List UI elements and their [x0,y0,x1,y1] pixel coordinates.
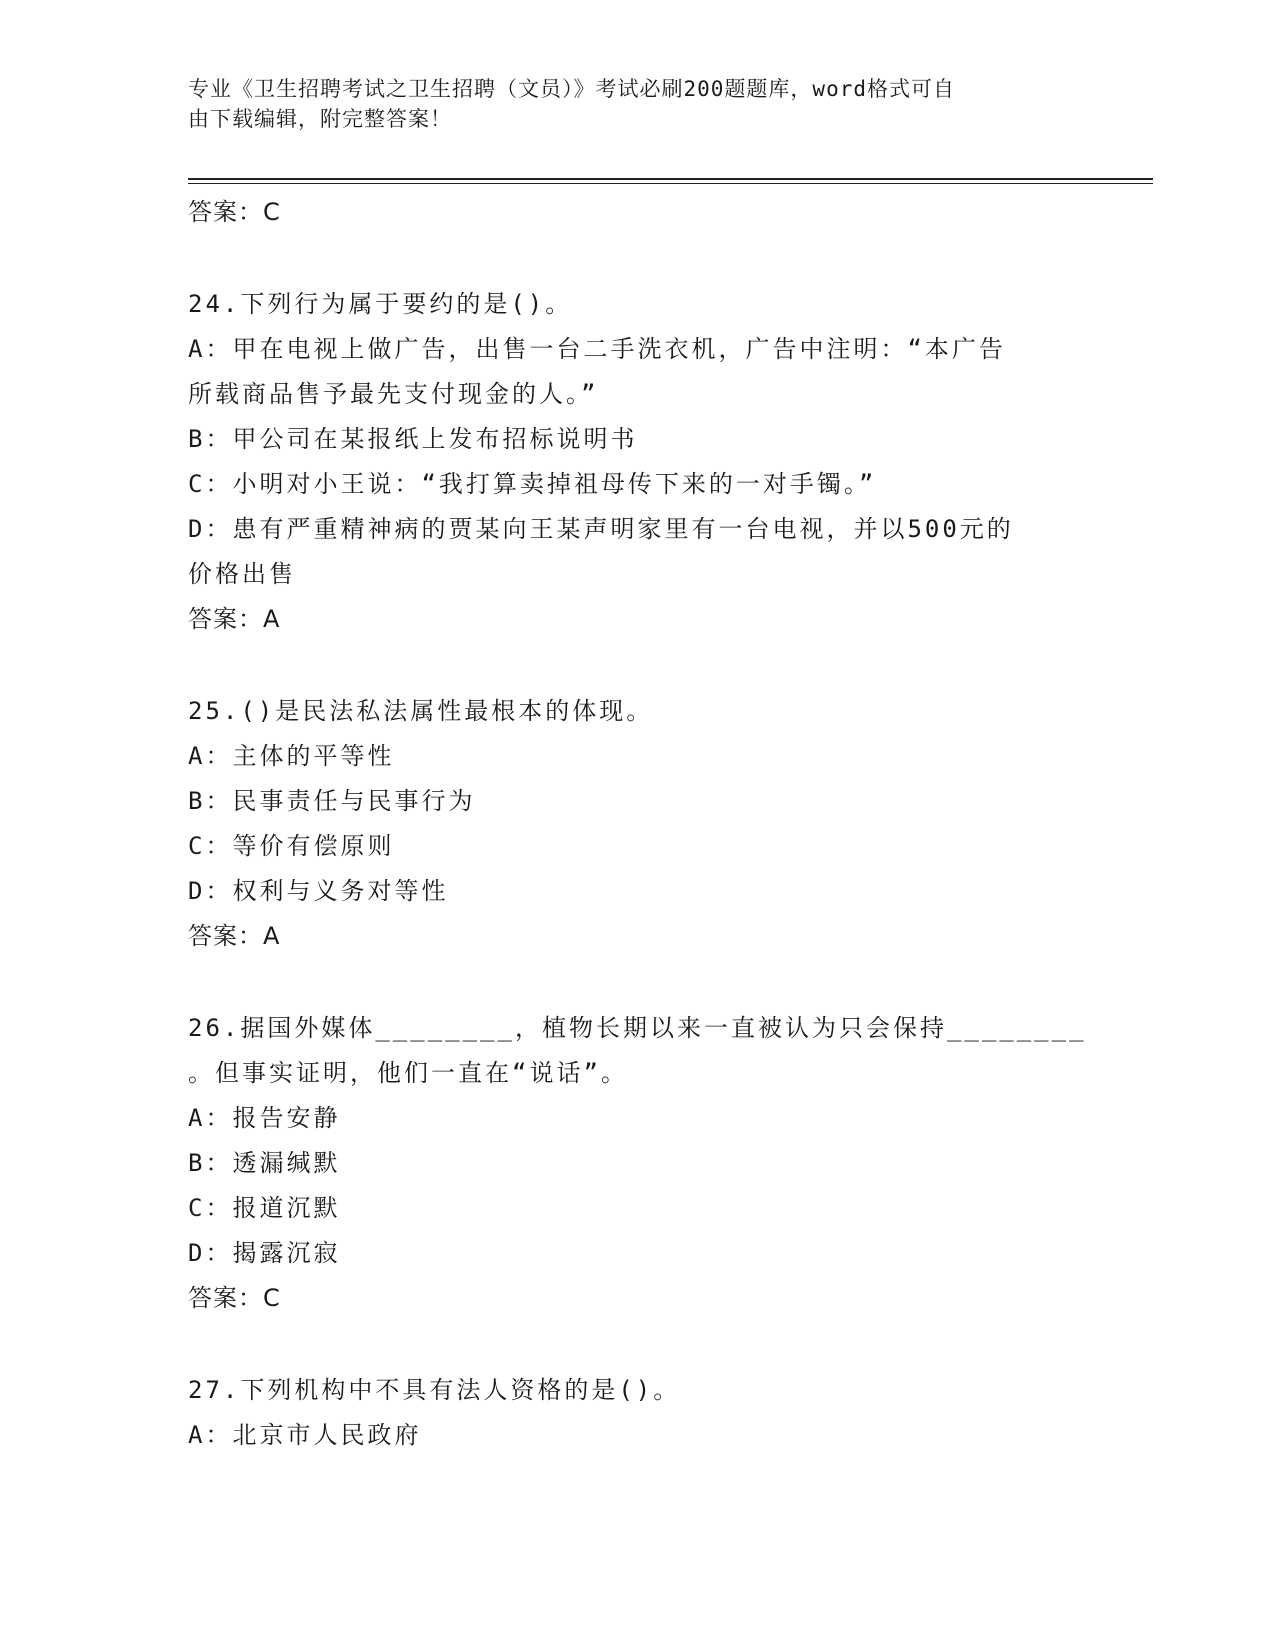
header-line-1: 专业《卫生招聘考试之卫生招聘（文员）》考试必刷200题题库，word格式可自 [188,77,955,101]
answer: 答案：A [188,922,281,950]
spacer [188,959,1088,1006]
option-c: C：小明对小王说：“我打算卖掉祖母传下来的一对手镯。” [188,470,877,498]
option-c: C：报道沉默 [188,1194,341,1222]
spacer [188,235,1088,282]
option-a: A：甲在电视上做广告，出售一台二手洗衣机，广告中注明：“本广告 [188,335,1006,363]
question-stem: 26.据国外媒体________，植物长期以来一直被认为只会保持________ [188,1014,1087,1042]
spacer [188,1321,1088,1368]
question-27 [188,1368,1088,1458]
spacer [188,642,1088,689]
header-rule-thin [188,183,1153,184]
header-line-2: 由下载编辑，附完整答案！ [188,107,452,131]
header-rule-thick [188,178,1153,180]
option-a: A：报告安静 [188,1104,341,1132]
option-a-cont: 所载商品售予最先支付现金的人。” [188,380,599,408]
document-header [188,74,1068,134]
question-24 [188,282,1088,642]
option-b: B：透漏缄默 [188,1149,341,1177]
option-c: C：等价有偿原则 [188,832,395,860]
question-stem: 24.下列行为属于要约的是()。 [188,290,573,318]
answer: 答案：A [188,605,281,633]
question-25 [188,689,1088,959]
option-b: B：民事责任与民事行为 [188,787,476,815]
option-d: D：揭露沉寂 [188,1239,341,1267]
option-a: A：主体的平等性 [188,742,395,770]
question-stem-cont: 。但事实证明，他们一直在“说话”。 [188,1059,628,1087]
option-a: A：北京市人民政府 [188,1421,422,1449]
option-d-cont: 价格出售 [188,560,296,588]
question-stem: 27.下列机构中不具有法人资格的是()。 [188,1376,681,1404]
answer-previous: 答案：C [188,198,281,226]
option-d: D：权利与义务对等性 [188,877,449,905]
answer: 答案：C [188,1284,281,1312]
question-list [188,190,1088,1458]
question-26 [188,1006,1088,1321]
option-b: B：甲公司在某报纸上发布招标说明书 [188,425,638,453]
option-d: D：患有严重精神病的贾某向王某声明家里有一台电视，并以500元的 [188,515,1014,543]
question-stem: 25.()是民法私法属性最根本的体现。 [188,697,654,725]
